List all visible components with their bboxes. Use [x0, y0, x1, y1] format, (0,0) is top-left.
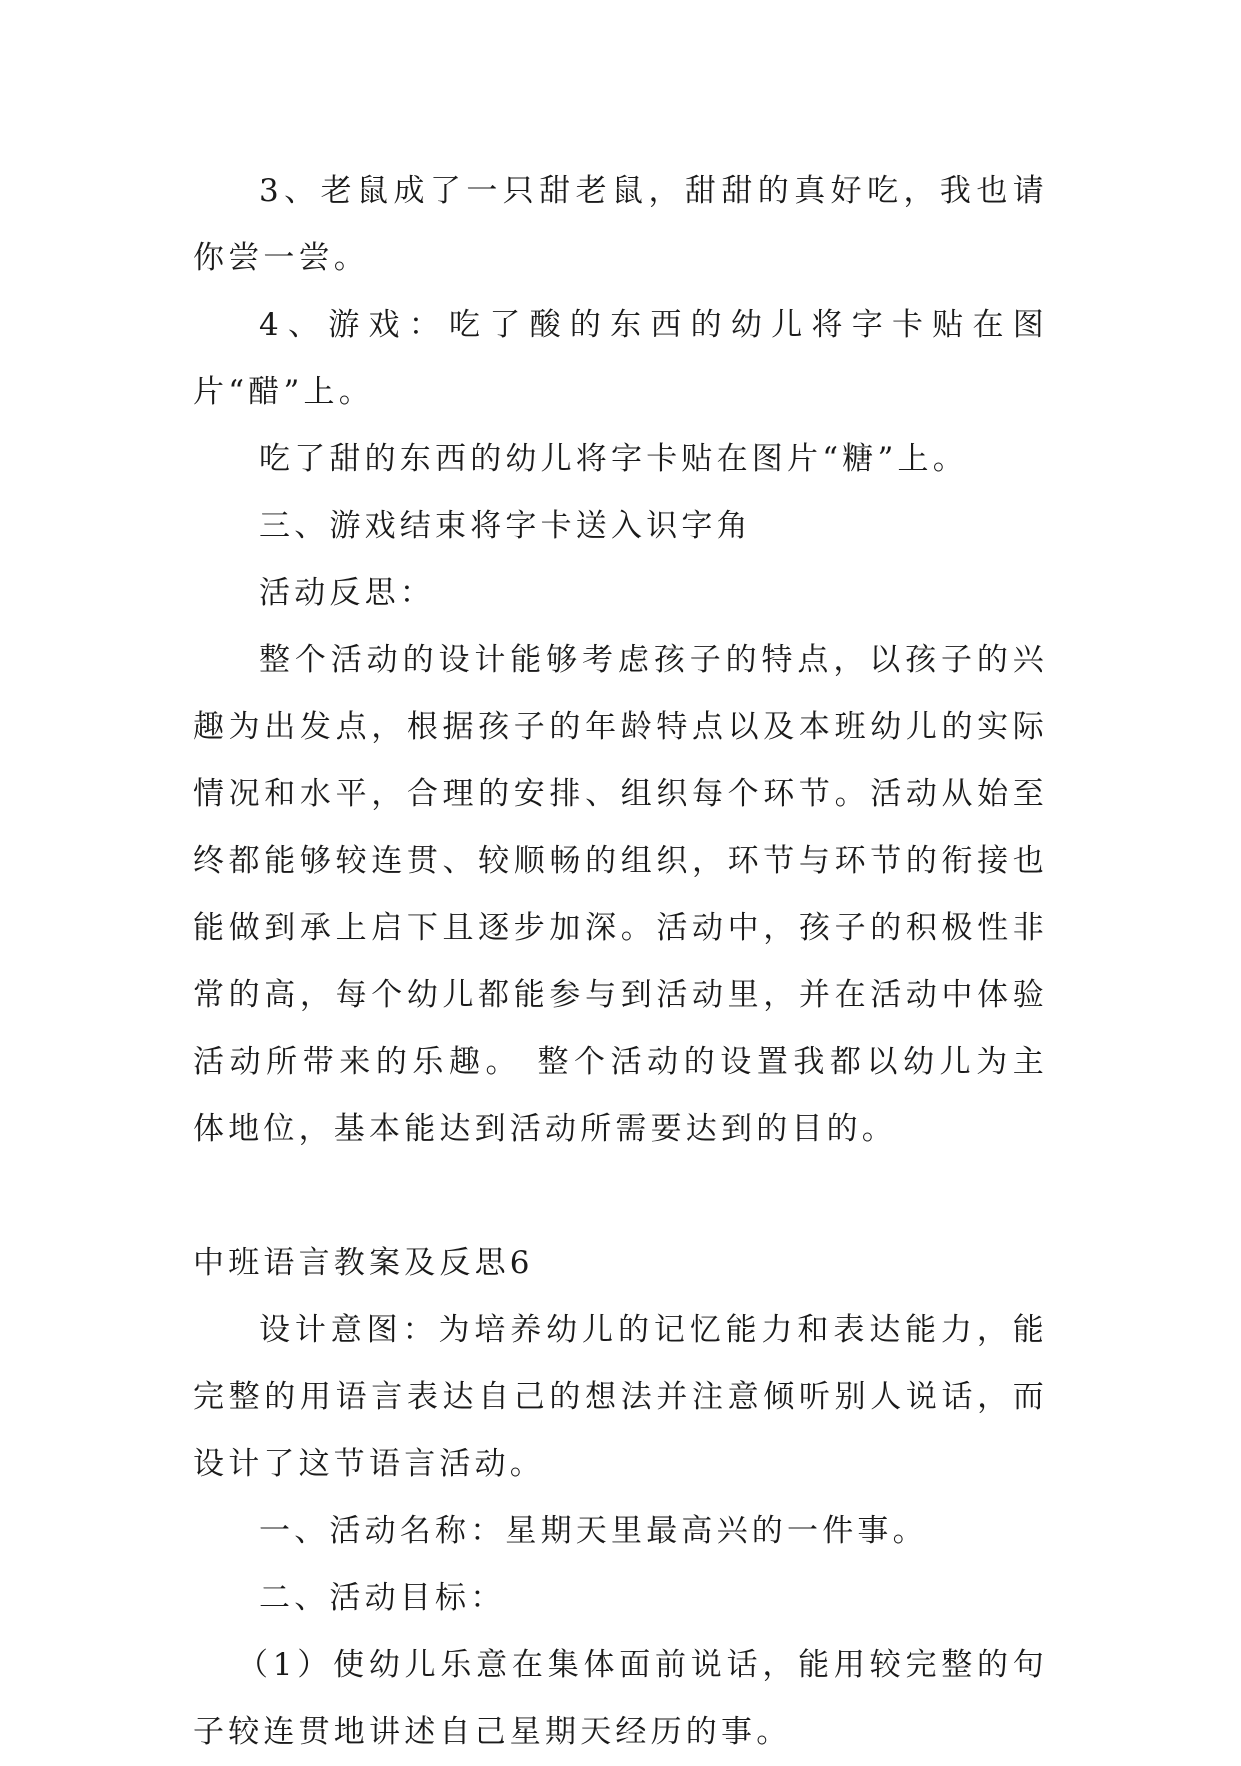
paragraph-step-three: 三、游戏结束将字卡送入识字角 [259, 508, 752, 544]
paragraph-goal-one: （1）使幼儿乐意在集体面前说话，能用较完整的句子较连贯地讲述自己星期天经历的事。 [193, 1647, 1048, 1750]
paragraph-item-4: 4、游戏：吃了酸的东西的幼儿将字卡贴在图片“醋”上。 [193, 307, 1048, 410]
paragraph-activity-name: 一、活动名称：星期天里最高兴的一件事。 [259, 1513, 928, 1549]
section-title: 中班语言教案及反思6 [193, 1245, 534, 1281]
paragraph-reflection-body: 整个活动的设计能够考虑孩子的特点，以孩子的兴趣为出发点，根据孩子的年龄特点以及本班幼儿的实际情况和水平，合理的安排、组织每个环节。活动从始至终都能够较连贯、较顺畅的组织，环节与环节的衔接也能做到承上启下且逐步加深。活动中，孩子的积极性非常的高，每个幼儿都能参与到活动里，并在活动中体验活动所带来的乐趣。 整个活动的设置我都以幼儿为主体地位，基本能达到活动所需要达到的目的。 [193, 642, 1048, 1147]
document-page [193, 158, 1048, 1766]
paragraph-reflection-label: 活动反思： [259, 575, 435, 611]
paragraph-activity-goals: 二、活动目标： [259, 1580, 506, 1616]
paragraph-item-3: 3、老鼠成了一只甜老鼠，甜甜的真好吃，我也请你尝一尝。 [193, 173, 1048, 276]
paragraph-sweet-card: 吃了甜的东西的幼儿将字卡贴在图片“糖”上。 [259, 441, 968, 477]
paragraph-design-intent: 设计意图：为培养幼儿的记忆能力和表达能力，能完整的用语言表达自己的想法并注意倾听别人说话，而设计了这节语言活动。 [193, 1312, 1048, 1482]
